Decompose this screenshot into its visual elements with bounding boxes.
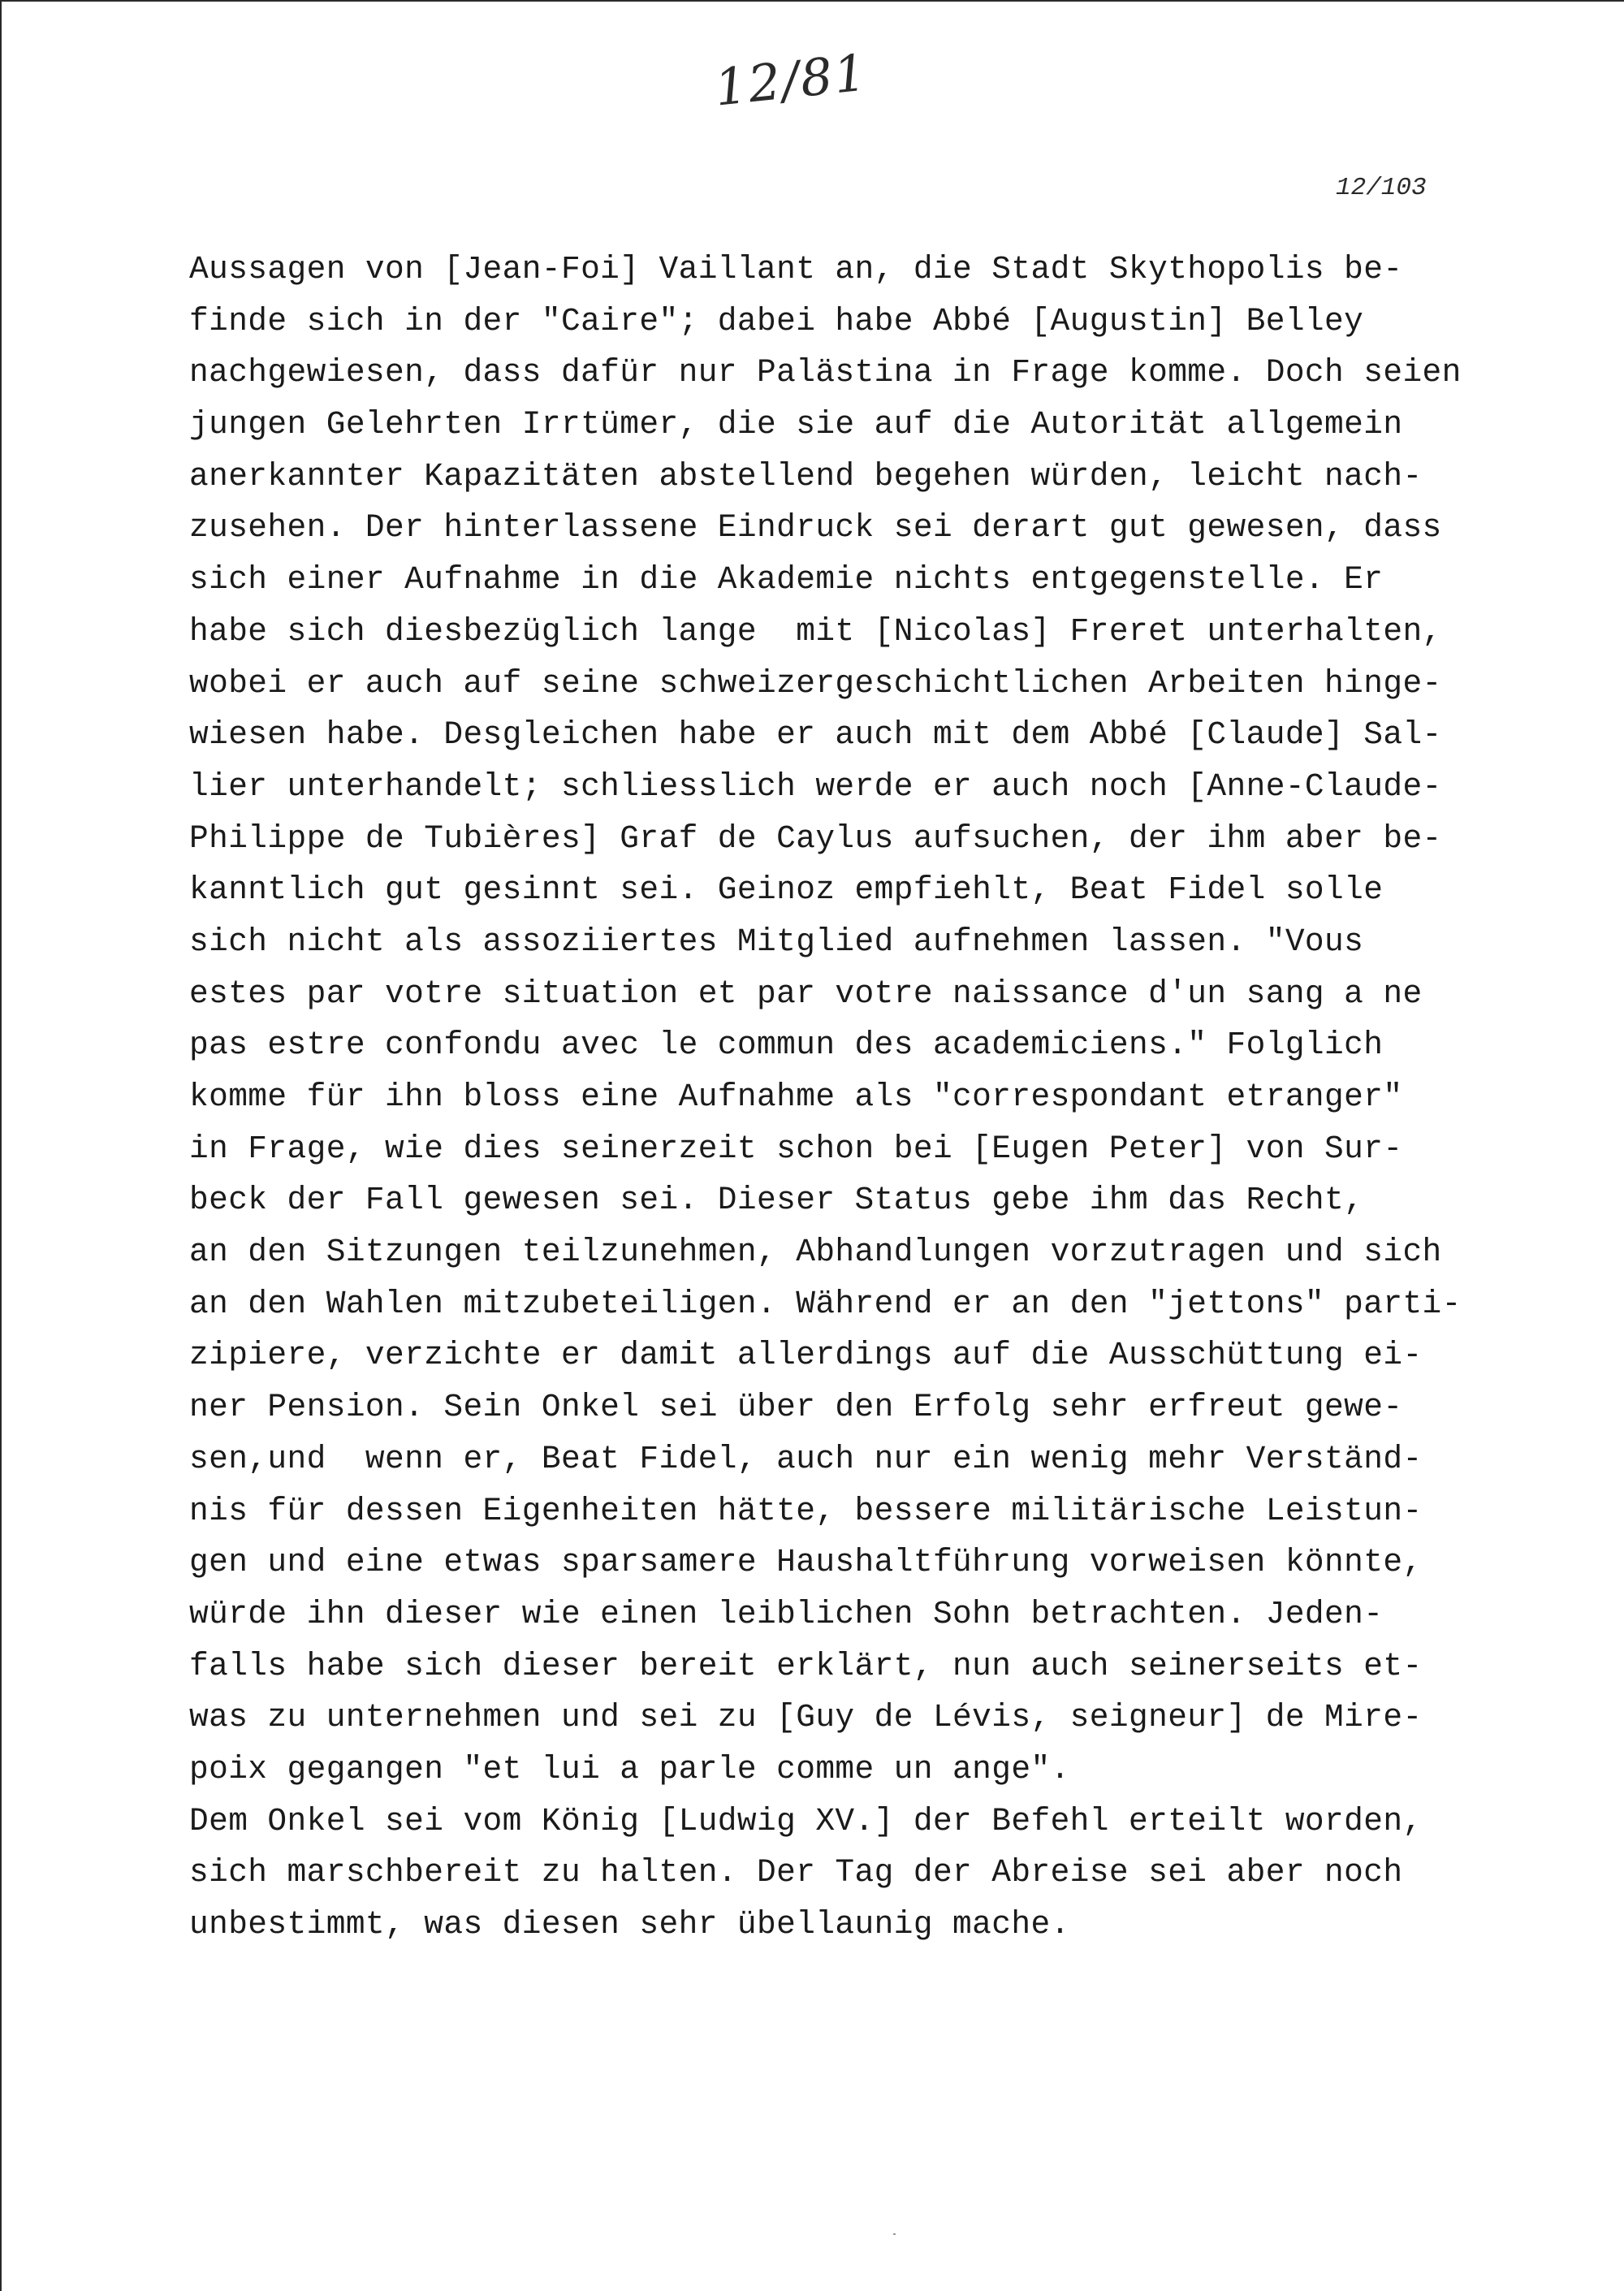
text-line: Philippe de Tubières] Graf de Caylus aufsuchen, der ihm aber be- — [189, 819, 1442, 857]
text-line: gen und eine etwas sparsamere Haushaltführung vorweisen könnte, — [189, 1544, 1423, 1581]
text-line: jungen Gelehrten Irrtümer, die sie auf die Autorität allgemein — [189, 406, 1403, 443]
text-line: wiesen habe. Desgleichen habe er auch mit dem Abbé [Claude] Sal- — [189, 716, 1442, 754]
text-line: wobei er auch auf seine schweizergeschichtlichen Arbeiten hinge- — [189, 664, 1442, 702]
text-line: würde ihn dieser wie einen leiblichen Sohn betrachten. Jeden- — [189, 1595, 1384, 1632]
text-line: anerkannter Kapazitäten abstellend begehen würden, leicht nach- — [189, 457, 1423, 495]
text-line: finde sich in der "Caire"; dabei habe Abbé [Augustin] Belley — [189, 302, 1364, 339]
text-line: Dem Onkel sei vom König [Ludwig XV.] der Befehl erteilt worden, — [189, 1802, 1423, 1839]
text-line: an den Sitzungen teilzunehmen, Abhandlungen vorzutragen und sich — [189, 1234, 1442, 1271]
scan-speck — [893, 2233, 896, 2235]
text-line: unbestimmt, was diesen sehr übellaunig mache. — [189, 1906, 1070, 1943]
text-line: Aussagen von [Jean-Foi] Vaillant an, die Stadt Skythopolis be- — [189, 251, 1403, 287]
text-line: zusehen. Der hinterlassene Eindruck sei derart gut gewesen, dass — [189, 509, 1442, 547]
text-line: sich marschbereit zu halten. Der Tag der Abreise sei aber noch — [189, 1854, 1403, 1891]
text-line: was zu unternehmen und sei zu [Guy de Lévis, seigneur] de Mire- — [189, 1699, 1423, 1736]
text-line: pas estre confondu avec le commun des academiciens." Folglich — [189, 1027, 1384, 1064]
text-line: sich einer Aufnahme in die Akademie nichts entgegenstelle. Er — [189, 561, 1384, 599]
handwritten-page-mark: 12/81 — [711, 42, 870, 118]
text-line: zipiere, verzichte er damit allerdings auf die Ausschüttung ei- — [189, 1337, 1423, 1374]
text-line: sen,und wenn er, Beat Fidel, auch nur ein wenig mehr Verständ- — [189, 1440, 1423, 1477]
text-line: habe sich diesbezüglich lange mit [Nicolas] Freret unterhalten, — [189, 612, 1442, 650]
page-number: 12/103 — [1336, 174, 1427, 202]
text-line: an den Wahlen mitzubeteiligen. Während er an den "jettons" parti- — [189, 1285, 1462, 1322]
text-line: kanntlich gut gesinnt sei. Geinoz empfiehlt, Beat Fidel solle — [189, 871, 1384, 909]
body-text — [189, 244, 1488, 1951]
text-line: komme für ihn bloss eine Aufnahme als "correspondant etranger" — [189, 1078, 1403, 1115]
text-line: falls habe sich dieser bereit erklärt, nun auch seinerseits et- — [189, 1647, 1423, 1684]
text-line: ner Pension. Sein Onkel sei über den Erfolg sehr erfreut gewe- — [189, 1389, 1403, 1426]
text-line: lier unterhandelt; schliesslich werde er auch noch [Anne-Claude- — [189, 767, 1442, 805]
text-line: poix gegangen "et lui a parle comme un ange". — [189, 1750, 1070, 1787]
text-line: nis für dessen Eigenheiten hätte, bessere militärische Leistun- — [189, 1492, 1423, 1529]
text-line: in Frage, wie dies seinerzeit schon bei [Eugen Peter] von Sur- — [189, 1130, 1403, 1167]
text-line: estes par votre situation et par votre naissance d'un sang a ne — [189, 975, 1423, 1012]
text-line: beck der Fall gewesen sei. Dieser Status gebe ihm das Recht, — [189, 1182, 1364, 1219]
text-line: nachgewiesen, dass dafür nur Palästina in Frage komme. Doch seien — [189, 354, 1462, 391]
text-line: sich nicht als assoziiertes Mitglied aufnehmen lassen. "Vous — [189, 923, 1364, 960]
